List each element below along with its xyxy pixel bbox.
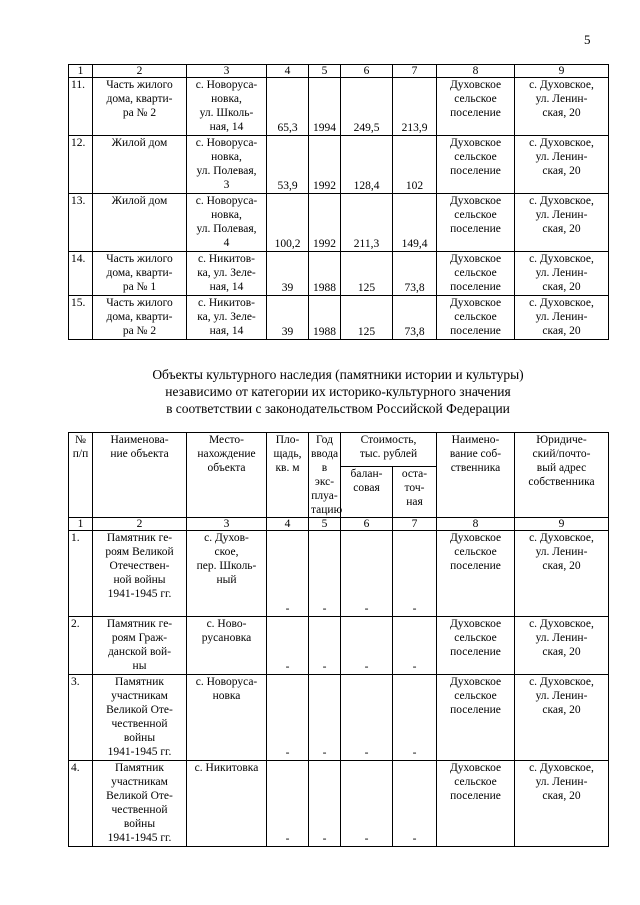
table-row — [69, 252, 609, 296]
header-location: Место- нахождение объекта — [187, 433, 267, 518]
cell-num: 15. — [69, 296, 93, 340]
cell-year: 1992 — [309, 136, 341, 194]
cell-balance: 211,3 — [341, 194, 393, 252]
column-number: 2 — [93, 65, 187, 78]
column-number: 5 — [309, 65, 341, 78]
heading-line: Объекты культурного наследия (памятники истории и культуры) — [152, 367, 524, 382]
cell-area: 65,3 — [267, 78, 309, 136]
cell-num: 14. — [69, 252, 93, 296]
cell-area: - — [267, 761, 309, 847]
cell-year: 1994 — [309, 78, 341, 136]
table-row — [69, 531, 609, 617]
table-row — [69, 136, 609, 194]
cell-num: 12. — [69, 136, 93, 194]
cell-area: 53,9 — [267, 136, 309, 194]
page-number: 5 — [584, 32, 591, 47]
column-number: 6 — [341, 518, 393, 531]
header-residual: оста- точ- ная — [393, 467, 437, 518]
cell-balance: - — [341, 675, 393, 761]
header-num: № п/п — [69, 433, 93, 518]
cell-balance: 249,5 — [341, 78, 393, 136]
column-number: 3 — [187, 518, 267, 531]
column-number: 5 — [309, 518, 341, 531]
cell-location: с. Новоруса- новка, ул. Полевая, 3 — [187, 136, 267, 194]
column-number: 6 — [341, 65, 393, 78]
cell-residual: 73,8 — [393, 252, 437, 296]
cell-owner: Духовское сельское поселение — [437, 136, 515, 194]
cell-area: - — [267, 531, 309, 617]
cell-owner: Духовское сельское поселение — [437, 194, 515, 252]
cell-location: с. Новоруса- новка, ул. Школь- ная, 14 — [187, 78, 267, 136]
cell-owner: Духовское сельское поселение — [437, 296, 515, 340]
cell-name: Часть жилого дома, кварти- ра № 2 — [93, 78, 187, 136]
cell-year: 1988 — [309, 252, 341, 296]
table-row — [69, 675, 609, 761]
column-number: 1 — [69, 518, 93, 531]
header-address: Юридиче- ский/почто- вый адрес собственника — [515, 433, 609, 518]
cell-area: 39 — [267, 252, 309, 296]
cell-year: - — [309, 761, 341, 847]
cell-owner: Духовское сельское поселение — [437, 78, 515, 136]
column-number: 1 — [69, 65, 93, 78]
heading-line: независимо от категории их историко-культурного значения — [165, 384, 511, 399]
cell-area: 39 — [267, 296, 309, 340]
cell-address: с. Духовское, ул. Ленин- ская, 20 — [515, 194, 609, 252]
cell-residual: - — [393, 531, 437, 617]
column-number: 3 — [187, 65, 267, 78]
cell-name: Памятник участникам Великой Оте- чественной войны 1941-1945 гг. — [93, 675, 187, 761]
column-number: 8 — [437, 518, 515, 531]
cell-num: 4. — [69, 761, 93, 847]
cell-address: с. Духовское, ул. Ленин- ская, 20 — [515, 136, 609, 194]
table-row — [69, 761, 609, 847]
cell-location: с. Никитовка — [187, 761, 267, 847]
heading-line: в соответствии с законодательством Российской Федерации — [166, 401, 510, 416]
cell-owner: Духовское сельское поселение — [437, 531, 515, 617]
cell-address: с. Духовское, ул. Ленин- ская, 20 — [515, 78, 609, 136]
column-number: 4 — [267, 518, 309, 531]
column-number: 7 — [393, 518, 437, 531]
cell-year: - — [309, 675, 341, 761]
cell-name: Часть жилого дома, кварти- ра № 2 — [93, 296, 187, 340]
header-balance: балан- совая — [341, 467, 393, 518]
column-number: 7 — [393, 65, 437, 78]
column-number: 9 — [515, 65, 609, 78]
cell-residual: - — [393, 761, 437, 847]
cell-year: - — [309, 617, 341, 675]
cell-balance: - — [341, 761, 393, 847]
cell-area: - — [267, 675, 309, 761]
column-number: 9 — [515, 518, 609, 531]
header-owner: Наимено- вание соб- ственника — [437, 433, 515, 518]
cell-location: с. Никитов- ка, ул. Зеле- ная, 14 — [187, 252, 267, 296]
column-number: 4 — [267, 65, 309, 78]
cell-address: с. Духовское, ул. Ленин- ская, 20 — [515, 296, 609, 340]
header-cost: Стоимость, тыс. рублей — [341, 433, 437, 467]
cell-residual: 149,4 — [393, 194, 437, 252]
cell-address: с. Духовское, ул. Ленин- ская, 20 — [515, 761, 609, 847]
cell-num: 13. — [69, 194, 93, 252]
cultural-heritage-table — [68, 432, 609, 847]
property-table — [68, 64, 609, 340]
cell-address: с. Духовское, ул. Ленин- ская, 20 — [515, 531, 609, 617]
header-area: Пло- щадь, кв. м — [267, 433, 309, 518]
column-number: 8 — [437, 65, 515, 78]
cell-balance: 125 — [341, 296, 393, 340]
cell-name: Жилой дом — [93, 136, 187, 194]
cell-area: - — [267, 617, 309, 675]
cell-address: с. Духовское, ул. Ленин- ская, 20 — [515, 252, 609, 296]
table-row — [69, 194, 609, 252]
cell-residual: 213,9 — [393, 78, 437, 136]
cell-num: 11. — [69, 78, 93, 136]
cell-location: с. Новоруса- новка, ул. Полевая, 4 — [187, 194, 267, 252]
cell-location: с. Духов- ское, пер. Школь- ный — [187, 531, 267, 617]
section-heading — [68, 366, 608, 417]
cell-year: - — [309, 531, 341, 617]
cell-num: 1. — [69, 531, 93, 617]
cell-year: 1992 — [309, 194, 341, 252]
table-row — [69, 78, 609, 136]
cell-residual: - — [393, 617, 437, 675]
cell-balance: - — [341, 531, 393, 617]
cell-owner: Духовское сельское поселение — [437, 761, 515, 847]
cell-name: Памятник участникам Великой Оте- чественной войны 1941-1945 гг. — [93, 761, 187, 847]
cell-balance: 128,4 — [341, 136, 393, 194]
header-name: Наименова- ние объекта — [93, 433, 187, 518]
column-number: 2 — [93, 518, 187, 531]
cell-balance: 125 — [341, 252, 393, 296]
header-year: Год ввода в экс- плуа- тацию — [309, 433, 341, 518]
cell-location: с. Ново- русановка — [187, 617, 267, 675]
cell-address: с. Духовское, ул. Ленин- ская, 20 — [515, 617, 609, 675]
table-row — [69, 296, 609, 340]
cell-num: 3. — [69, 675, 93, 761]
table-row — [69, 617, 609, 675]
cell-name: Часть жилого дома, кварти- ра № 1 — [93, 252, 187, 296]
cell-name: Жилой дом — [93, 194, 187, 252]
cell-owner: Духовское сельское поселение — [437, 675, 515, 761]
cell-owner: Духовское сельское поселение — [437, 252, 515, 296]
cell-owner: Духовское сельское поселение — [437, 617, 515, 675]
cell-residual: 102 — [393, 136, 437, 194]
cell-year: 1988 — [309, 296, 341, 340]
column-number-row — [69, 518, 609, 531]
cell-name: Памятник ге- роям Великой Отечествен- ной войны 1941-1945 гг. — [93, 531, 187, 617]
cell-residual: - — [393, 675, 437, 761]
column-number-row — [69, 65, 609, 78]
cell-residual: 73,8 — [393, 296, 437, 340]
cell-area: 100,2 — [267, 194, 309, 252]
cell-address: с. Духовское, ул. Ленин- ская, 20 — [515, 675, 609, 761]
cell-balance: - — [341, 617, 393, 675]
cell-num: 2. — [69, 617, 93, 675]
cell-location: с. Никитов- ка, ул. Зеле- ная, 14 — [187, 296, 267, 340]
cell-name: Памятник ге- роям Граж- данской вой- ны — [93, 617, 187, 675]
cell-location: с. Новоруса- новка — [187, 675, 267, 761]
